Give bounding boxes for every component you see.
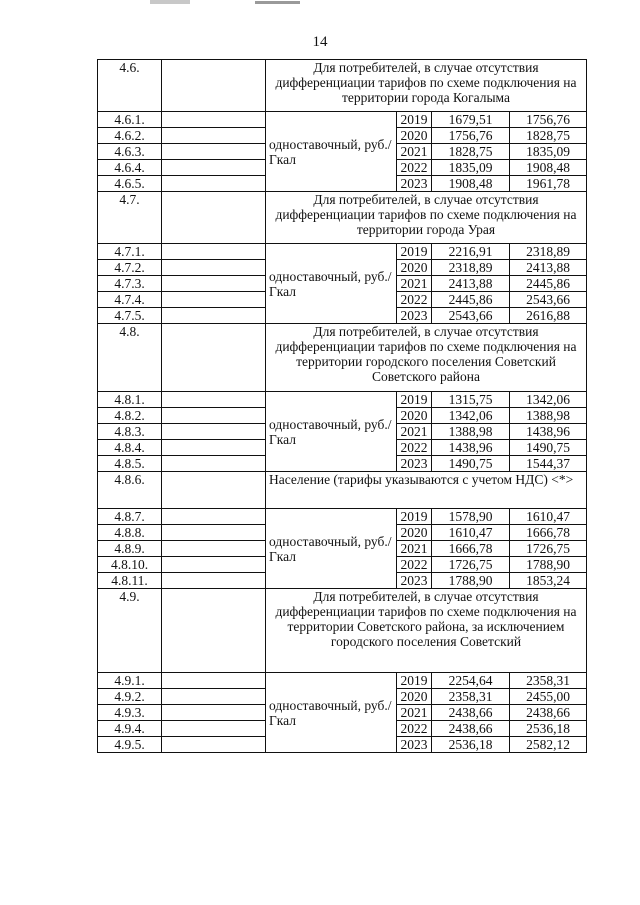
empty-cell — [162, 392, 266, 408]
rate-type-label: одноставочный, руб./Гкал — [266, 244, 397, 324]
tariff-value-second-half: 1342,06 — [510, 392, 587, 408]
tariff-value-first-half: 1388,98 — [432, 424, 510, 440]
year-cell: 2021 — [397, 276, 432, 292]
tariff-value-first-half: 1315,75 — [432, 392, 510, 408]
year-cell: 2019 — [397, 509, 432, 525]
empty-cell — [162, 60, 266, 112]
tariff-value-first-half: 1438,96 — [432, 440, 510, 456]
tariff-value-first-half: 1490,75 — [432, 456, 510, 472]
empty-cell — [162, 573, 266, 589]
tariff-value-first-half: 1578,90 — [432, 509, 510, 525]
year-cell: 2020 — [397, 408, 432, 424]
row-number: 4.6.1. — [98, 112, 162, 128]
tariff-value-first-half: 1835,09 — [432, 160, 510, 176]
tariff-value-first-half: 1610,47 — [432, 525, 510, 541]
tariff-value-second-half: 2455,00 — [510, 689, 587, 705]
empty-cell — [162, 737, 266, 753]
tariff-value-second-half: 1788,90 — [510, 557, 587, 573]
tariff-value-second-half: 2582,12 — [510, 737, 587, 753]
row-number: 4.8.4. — [98, 440, 162, 456]
row-number: 4.6.4. — [98, 160, 162, 176]
tariff-value-second-half: 2445,86 — [510, 276, 587, 292]
tariff-value-second-half: 1756,76 — [510, 112, 587, 128]
tariff-value-second-half: 1610,47 — [510, 509, 587, 525]
year-cell: 2020 — [397, 128, 432, 144]
tariff-value-second-half: 1490,75 — [510, 440, 587, 456]
tariff-value-first-half: 2438,66 — [432, 721, 510, 737]
tariff-row — [98, 673, 587, 689]
row-number: 4.9.4. — [98, 721, 162, 737]
year-cell: 2023 — [397, 737, 432, 753]
tariff-value-second-half: 2616,88 — [510, 308, 587, 324]
tariff-value-second-half: 1544,37 — [510, 456, 587, 472]
tariff-value-second-half: 2358,31 — [510, 673, 587, 689]
year-cell: 2023 — [397, 573, 432, 589]
empty-cell — [162, 292, 266, 308]
tariff-value-first-half: 1788,90 — [432, 573, 510, 589]
year-cell: 2022 — [397, 440, 432, 456]
tariff-value-first-half: 2318,89 — [432, 260, 510, 276]
tariff-row — [98, 392, 587, 408]
row-number: 4.9.5. — [98, 737, 162, 753]
tariff-value-first-half: 1828,75 — [432, 144, 510, 160]
year-cell: 2019 — [397, 673, 432, 689]
scan-artifact — [255, 1, 300, 4]
section-header-row — [98, 60, 587, 112]
row-number: 4.8.8. — [98, 525, 162, 541]
year-cell: 2021 — [397, 144, 432, 160]
year-cell: 2019 — [397, 244, 432, 260]
row-number: 4.6.2. — [98, 128, 162, 144]
row-number: 4.7.4. — [98, 292, 162, 308]
rate-type-label: одноставочный, руб./Гкал — [266, 509, 397, 589]
row-number: 4.8.9. — [98, 541, 162, 557]
empty-cell — [162, 408, 266, 424]
rate-type-label: одноставочный, руб./Гкал — [266, 673, 397, 753]
empty-cell — [162, 308, 266, 324]
year-cell: 2022 — [397, 557, 432, 573]
tariff-row — [98, 244, 587, 260]
section-header-row — [98, 324, 587, 392]
tariff-value-second-half: 1853,24 — [510, 573, 587, 589]
year-cell: 2019 — [397, 112, 432, 128]
tariff-value-first-half: 2254,64 — [432, 673, 510, 689]
tariff-value-second-half: 1666,78 — [510, 525, 587, 541]
tariff-value-first-half: 2536,18 — [432, 737, 510, 753]
year-cell: 2020 — [397, 525, 432, 541]
empty-cell — [162, 673, 266, 689]
row-number: 4.7.1. — [98, 244, 162, 260]
tariff-value-first-half: 1679,51 — [432, 112, 510, 128]
empty-cell — [162, 689, 266, 705]
tariff-value-second-half: 2543,66 — [510, 292, 587, 308]
empty-cell — [162, 509, 266, 525]
empty-cell — [162, 721, 266, 737]
empty-cell — [162, 176, 266, 192]
section-description: Для потребителей, в случае отсутствия дифференциации тарифов по схеме подключения на территории города Когалыма — [266, 60, 587, 112]
tariff-value-first-half: 2216,91 — [432, 244, 510, 260]
tariff-value-second-half: 2536,18 — [510, 721, 587, 737]
year-cell: 2021 — [397, 541, 432, 557]
tariff-value-first-half: 1342,06 — [432, 408, 510, 424]
year-cell: 2022 — [397, 721, 432, 737]
row-number: 4.6.3. — [98, 144, 162, 160]
section-number: 4.6. — [98, 60, 162, 112]
scan-artifact — [150, 0, 190, 4]
section-number: 4.9. — [98, 589, 162, 673]
empty-cell — [162, 128, 266, 144]
row-number: 4.8.7. — [98, 509, 162, 525]
tariff-row — [98, 112, 587, 128]
tariff-value-first-half: 2445,86 — [432, 292, 510, 308]
tariff-table — [97, 59, 587, 753]
empty-cell — [162, 112, 266, 128]
section-number: 4.7. — [98, 192, 162, 244]
tariff-value-first-half: 2543,66 — [432, 308, 510, 324]
tariff-value-first-half: 1666,78 — [432, 541, 510, 557]
row-number: 4.8.3. — [98, 424, 162, 440]
tariff-value-second-half: 1828,75 — [510, 128, 587, 144]
tariff-value-second-half: 2413,88 — [510, 260, 587, 276]
tariff-value-second-half: 1908,48 — [510, 160, 587, 176]
empty-cell — [162, 276, 266, 292]
tariff-row — [98, 509, 587, 525]
section-description: Население (тарифы указываются с учетом НДС) <*> — [266, 472, 587, 509]
tariff-value-second-half: 2318,89 — [510, 244, 587, 260]
row-number: 4.8.5. — [98, 456, 162, 472]
rate-type-label: одноставочный, руб./Гкал — [266, 392, 397, 472]
tariff-value-second-half: 1961,78 — [510, 176, 587, 192]
tariff-value-second-half: 1388,98 — [510, 408, 587, 424]
tariff-value-second-half: 1835,09 — [510, 144, 587, 160]
section-description: Для потребителей, в случае отсутствия дифференциации тарифов по схеме подключения на территории городского поселения Советский Советского района — [266, 324, 587, 392]
section-header-row — [98, 472, 587, 509]
row-number: 4.8.1. — [98, 392, 162, 408]
empty-cell — [162, 541, 266, 557]
year-cell: 2021 — [397, 705, 432, 721]
empty-cell — [162, 557, 266, 573]
tariff-value-first-half: 1908,48 — [432, 176, 510, 192]
row-number: 4.7.5. — [98, 308, 162, 324]
row-number: 4.9.3. — [98, 705, 162, 721]
year-cell: 2022 — [397, 292, 432, 308]
row-number: 4.8.2. — [98, 408, 162, 424]
row-number: 4.8.10. — [98, 557, 162, 573]
section-number: 4.8.6. — [98, 472, 162, 509]
empty-cell — [162, 192, 266, 244]
empty-cell — [162, 440, 266, 456]
section-description: Для потребителей, в случае отсутствия дифференциации тарифов по схеме подключения на территории города Урая — [266, 192, 587, 244]
empty-cell — [162, 705, 266, 721]
year-cell: 2023 — [397, 176, 432, 192]
year-cell: 2023 — [397, 456, 432, 472]
row-number: 4.7.3. — [98, 276, 162, 292]
tariff-value-second-half: 1438,96 — [510, 424, 587, 440]
row-number: 4.9.1. — [98, 673, 162, 689]
section-header-row — [98, 589, 587, 673]
tariff-value-second-half: 1726,75 — [510, 541, 587, 557]
row-number: 4.7.2. — [98, 260, 162, 276]
empty-cell — [162, 456, 266, 472]
empty-cell — [162, 424, 266, 440]
section-number: 4.8. — [98, 324, 162, 392]
tariff-table-body — [98, 60, 587, 753]
tariff-value-first-half: 2413,88 — [432, 276, 510, 292]
row-number: 4.9.2. — [98, 689, 162, 705]
rate-type-label: одноставочный, руб./Гкал — [266, 112, 397, 192]
empty-cell — [162, 589, 266, 673]
tariff-value-first-half: 1756,76 — [432, 128, 510, 144]
empty-cell — [162, 244, 266, 260]
tariff-value-first-half: 2438,66 — [432, 705, 510, 721]
year-cell: 2019 — [397, 392, 432, 408]
empty-cell — [162, 324, 266, 392]
tariff-value-first-half: 1726,75 — [432, 557, 510, 573]
empty-cell — [162, 144, 266, 160]
section-description: Для потребителей, в случае отсутствия дифференциации тарифов по схеме подключения на территории Советского района, за исключением городского поселения Советский — [266, 589, 587, 673]
year-cell: 2022 — [397, 160, 432, 176]
page-number: 14 — [312, 34, 328, 50]
year-cell: 2023 — [397, 308, 432, 324]
year-cell: 2020 — [397, 689, 432, 705]
year-cell: 2021 — [397, 424, 432, 440]
row-number: 4.8.11. — [98, 573, 162, 589]
empty-cell — [162, 525, 266, 541]
section-header-row — [98, 192, 587, 244]
tariff-value-first-half: 2358,31 — [432, 689, 510, 705]
empty-cell — [162, 472, 266, 509]
empty-cell — [162, 260, 266, 276]
row-number: 4.6.5. — [98, 176, 162, 192]
tariff-value-second-half: 2438,66 — [510, 705, 587, 721]
year-cell: 2020 — [397, 260, 432, 276]
empty-cell — [162, 160, 266, 176]
